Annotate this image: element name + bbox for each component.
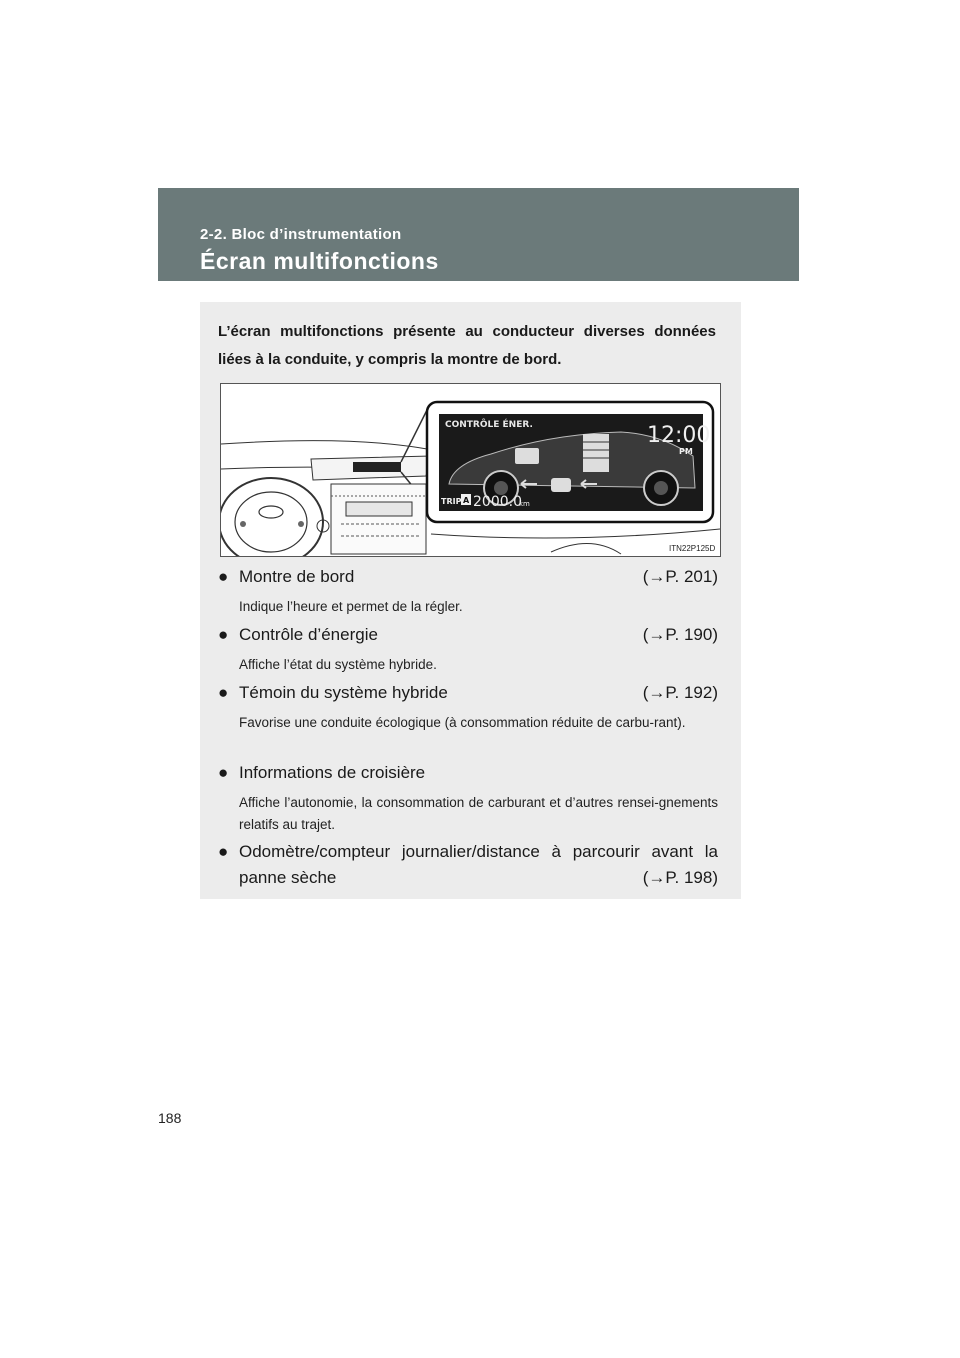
list-item-odometer [218,839,718,891]
item-title: Témoin du système hybride [239,683,448,702]
bullet-icon: ● [218,842,229,861]
bullet-icon: ● [218,567,229,586]
content-panel [200,302,741,899]
lcd-clock: 12:00 [647,423,711,448]
chapter-header [158,188,799,281]
intro-text: L’écran multifonctions présente au conducteur diverses données liées à la conduite, y compris la montre de bord. [218,323,716,368]
lcd-trip-label: TRIP [441,497,462,506]
list-item-hybrid-indicator [218,680,718,734]
page-number: 188 [158,1110,182,1126]
list-item-cruise-info [218,760,718,836]
item-title-continued: panne sèche [239,868,337,887]
battery-icon [583,434,609,472]
figure-code: ITN22P125D [669,544,716,553]
item-title: Contrôle d’énergie [239,625,378,644]
page-title: Écran multifonctions [200,248,439,274]
lcd-trip-value: 2000.0 [473,494,522,510]
page-reference: (→P. 190) [642,625,718,644]
item-description: Affiche l’état du système hybride. [239,657,437,672]
item-description: Favorise une conduite écologique (à consommation réduite de carbu-rant). [239,715,686,730]
item-description: Affiche l’autonomie, la consommation de carburant et d’autres rensei-gnements relatifs au trajet. [239,795,718,832]
page-reference: (→P. 201) [642,567,718,586]
list-item-energy-monitor [218,622,718,676]
lcd-trip-unit: km [519,500,530,508]
bullet-icon: ● [218,763,229,782]
lcd-trip-letter: A [463,496,470,505]
dashboard-drawing [221,384,720,556]
item-title: Informations de croisière [239,763,426,782]
bullet-icon: ● [218,683,229,702]
item-title: Montre de bord [239,567,355,586]
section-label: 2-2. Bloc d’instrumentation [200,226,402,243]
page-reference: (→P. 198) [642,868,718,887]
list-item-clock [218,564,718,618]
lcd-clock-period: PM [679,447,693,456]
bullet-icon: ● [218,625,229,644]
page-reference: (→P. 192) [642,683,718,702]
dashboard-illustration [220,383,721,557]
motor-icon [551,478,571,492]
item-description: Indique l’heure et permet de la régler. [239,599,463,614]
lcd-mode-label: CONTRÔLE ÉNER. [445,420,533,430]
engine-icon [515,448,539,464]
item-title: Odomètre/compteur journalier/distance à parcourir avant la [239,842,718,861]
